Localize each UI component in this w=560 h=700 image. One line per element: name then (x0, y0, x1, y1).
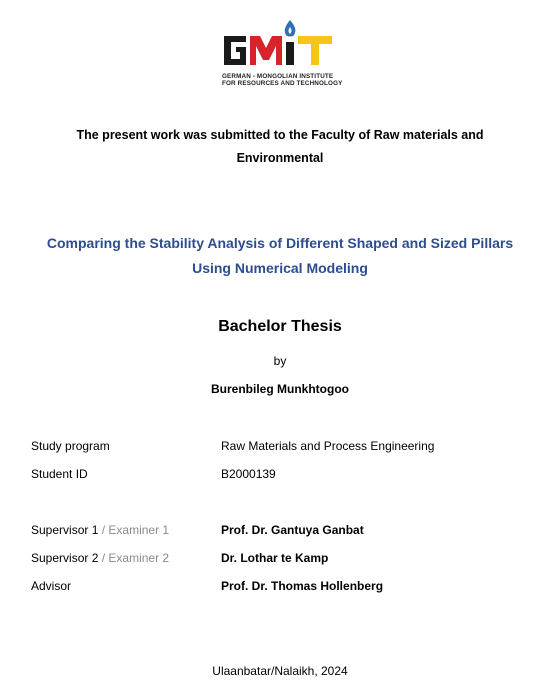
student-id-value: B2000139 (221, 467, 276, 481)
study-program-value: Raw Materials and Process Engineering (221, 439, 435, 453)
logo-caption-line2: FOR RESOURCES AND TECHNOLOGY (222, 80, 343, 87)
logo-caption-line1: GERMAN - MONGOLIAN INSTITUTE (222, 73, 334, 80)
supervisor-2-label: Supervisor 2 / Examiner 2 (31, 551, 170, 565)
advisor-name: Prof. Dr. Thomas Hollenberg (221, 579, 384, 593)
author-name: Burenbileg Munkhtogoo (211, 382, 349, 396)
supervisor-1-label: Supervisor 1 / Examiner 1 (31, 523, 170, 537)
advisor-row (31, 579, 531, 595)
study-program-row (31, 439, 531, 455)
place-date: Ulaanbatar/Nalaikh, 2024 (212, 664, 348, 678)
submission-line-2: Environmental (236, 151, 324, 165)
advisor-label: Advisor (31, 579, 72, 593)
thesis-title-line-2: Using Numerical Modeling (192, 260, 368, 276)
supervisor-2-row (31, 551, 531, 567)
student-id-row (31, 467, 531, 483)
supervisor-2-name: Dr. Lothar te Kamp (221, 551, 329, 565)
study-program-label: Study program (31, 439, 110, 453)
supervisor-1-name: Prof. Dr. Gantuya Ganbat (221, 523, 364, 537)
thesis-title (0, 231, 560, 281)
supervisor-1-row (31, 523, 531, 539)
document-type: Bachelor Thesis (218, 318, 342, 335)
institute-logo (222, 18, 343, 90)
thesis-title-line-1: Comparing the Stability Analysis of Different Shaped and Sized Pillars (46, 235, 514, 251)
submission-statement (0, 124, 560, 170)
by-label: by (273, 354, 287, 368)
submission-line-1: The present work was submitted to the Faculty of Raw materials and (76, 128, 484, 142)
gmit-logo-mark (222, 18, 338, 70)
student-id-label: Student ID (31, 467, 88, 481)
